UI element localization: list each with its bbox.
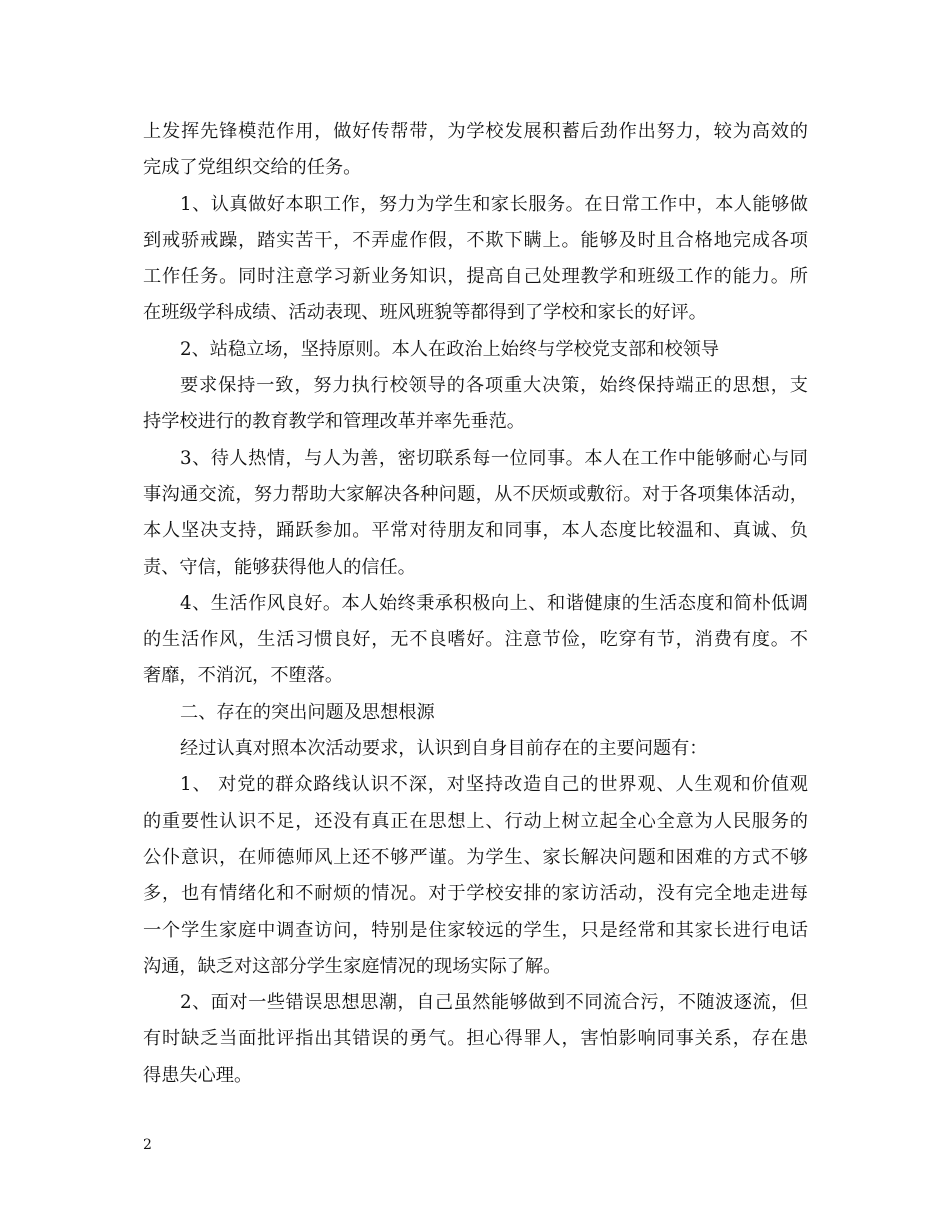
text-line: 奢靡，不消沉，不堕落。 [143, 665, 344, 687]
text-line: 公仆意识，在师德师风上还不够严谨。为学生、家长解决问题和困难的方式不够 [143, 846, 808, 868]
text-line: 工作任务。同时注意学习新业务知识，提高自己处理教学和班级工作的能力。所 [143, 266, 808, 288]
text-line: 上发挥先锋模范作用，做好传帮带，为学校发展积蓄后劲作出努力，较为高效的 [143, 121, 808, 142]
text-line: 有时缺乏当面批评指出其错误的勇气。担心得罪人，害怕影响同事关系，存在患 [143, 1028, 808, 1050]
body-text [143, 114, 808, 1094]
text-line: 经过认真对照本次活动要求，认识到自身目前存在的主要问题有： [180, 738, 708, 760]
section-heading: 二、存在的突出问题及思想根源 [180, 701, 435, 723]
text-line: 完成了党组织交给的任务。 [143, 157, 362, 179]
text-line: 1、认真做好本职工作，努力为学生和家长服务。在日常工作中，本人能够做 [180, 193, 808, 215]
text-line: 到戒骄戒躁，踏实苦干，不弄虚作假，不欺下瞒上。能够及时且合格地完成各项 [143, 229, 808, 251]
text-line: 沟通，缺乏对这部分学生家庭情况的现场实际了解。 [143, 955, 562, 977]
text-line: 多，也有情绪化和不耐烦的情况。对于学校安排的家访活动，没有完全地走进每 [143, 883, 808, 905]
text-line: 2、面对一些错误思想思潮，自己虽然能够做到不同流合污，不随波逐流，但 [180, 992, 808, 1014]
text-line: 的生活作风，生活习惯良好，无不良嗜好。注意节俭，吃穿有节，消费有度。不 [143, 629, 808, 651]
text-line: 2、站稳立场，坚持原则。本人在政治上始终与学校党支部和校领导 [180, 338, 720, 360]
text-line: 得患失心理。 [143, 1064, 253, 1086]
text-line: 的重要性认识不足，还没有真正在思想上、行动上树立起全心全意为人民服务的 [143, 810, 808, 832]
text-line: 一个学生家庭中调查访问，特别是住家较远的学生，只是经常和其家长进行电话 [143, 919, 808, 941]
text-line: 1、 对党的群众路线认识不深，对坚持改造自己的世界观、人生观和价值观 [180, 774, 808, 796]
text-line: 3、待人热情，与人为善，密切联系每一位同事。本人在工作中能够耐心与同 [180, 447, 808, 469]
text-line: 持学校进行的教育教学和管理改革并率先垂范。 [143, 411, 525, 433]
text-line: 4、生活作风良好。本人始终秉承积极向上、和谐健康的生活态度和简朴低调 [180, 592, 808, 614]
text-line: 要求保持一致，努力执行校领导的各项重大决策，始终保持端正的思想，支 [180, 375, 808, 397]
text-line: 本人坚决支持，踊跃参加。平常对待朋友和同事，本人态度比较温和、真诚、负 [143, 520, 808, 542]
text-line: 在班级学科成绩、活动表现、班风班貌等都得到了学校和家长的好评。 [143, 302, 707, 324]
text-line: 责、守信，能够获得他人的信任。 [143, 556, 416, 578]
text-line: 事沟通交流，努力帮助大家解决各种问题，从不厌烦或敷衍。对于各项集体活动， [143, 483, 808, 505]
page-number: 2 [143, 1137, 152, 1153]
